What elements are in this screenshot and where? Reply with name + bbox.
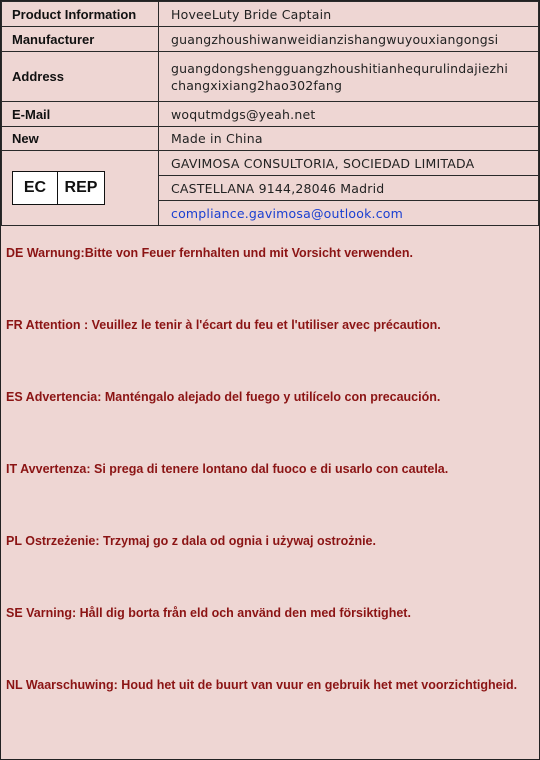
origin-value: Made in China [159,127,539,151]
ec-badge-text: EC [13,172,58,204]
warning-es: ES Advertencia: Manténgalo alejado del fuego y utilícelo con precaución. [6,390,441,404]
ec-rep-email-link[interactable]: compliance.gavimosa@outlook.com [171,205,404,221]
product-info-table [1,1,539,226]
email-value: woqutmdgs@yeah.net [159,102,539,127]
email-label: E-Mail [2,102,159,127]
manufacturer-label: Manufacturer [2,27,159,52]
warning-nl: NL Waarschuwing: Houd het uit de buurt van vuur en gebruik het met voorzichtigheid. [6,678,518,692]
table-row [2,127,539,151]
manufacturer-value: guangzhoushiwanweidianzishangwuyouxiangongsi [159,27,539,52]
table-row [2,27,539,52]
address-line-2: changxixiang2hao302fang [171,77,343,93]
product-name-value: HoveeLuty Bride Captain [159,2,539,27]
address-label: Address [2,52,159,102]
address-value [159,52,539,102]
rep-badge-text: REP [64,179,98,196]
warning-pl: PL Ostrzeżenie: Trzymaj go z dala od ognia i używaj ostrożnie. [6,534,376,548]
address-line-1: guangdongshengguangzhoushitianhequrulindajiezhi [171,60,509,76]
product-information-label: Product Information [2,2,159,27]
warning-se: SE Varning: Håll dig borta från eld och använd den med försiktighet. [6,606,411,620]
warning-de: DE Warnung:Bitte von Feuer fernhalten und mit Vorsicht verwenden. [6,246,413,260]
table-row [2,52,539,102]
table-row [2,151,539,226]
ec-rep-company: GAVIMOSA CONSULTORIA, SOCIEDAD LIMITADA [159,151,538,176]
ec-rep-address: CASTELLANA 9144,28046 Madrid [159,176,538,201]
table-row [2,102,539,127]
ec-rep-details [159,151,539,226]
warning-fr: FR Attention : Veuillez le tenir à l'écart du feu et l'utiliser avec précaution. [6,318,441,332]
new-label: New [2,127,159,151]
ec-rep-badge [12,171,105,205]
warning-it: IT Avvertenza: Si prega di tenere lontano dal fuoco e di usarlo con cautela. [6,462,449,476]
ec-rep-cell [2,151,159,226]
table-row [2,2,539,27]
